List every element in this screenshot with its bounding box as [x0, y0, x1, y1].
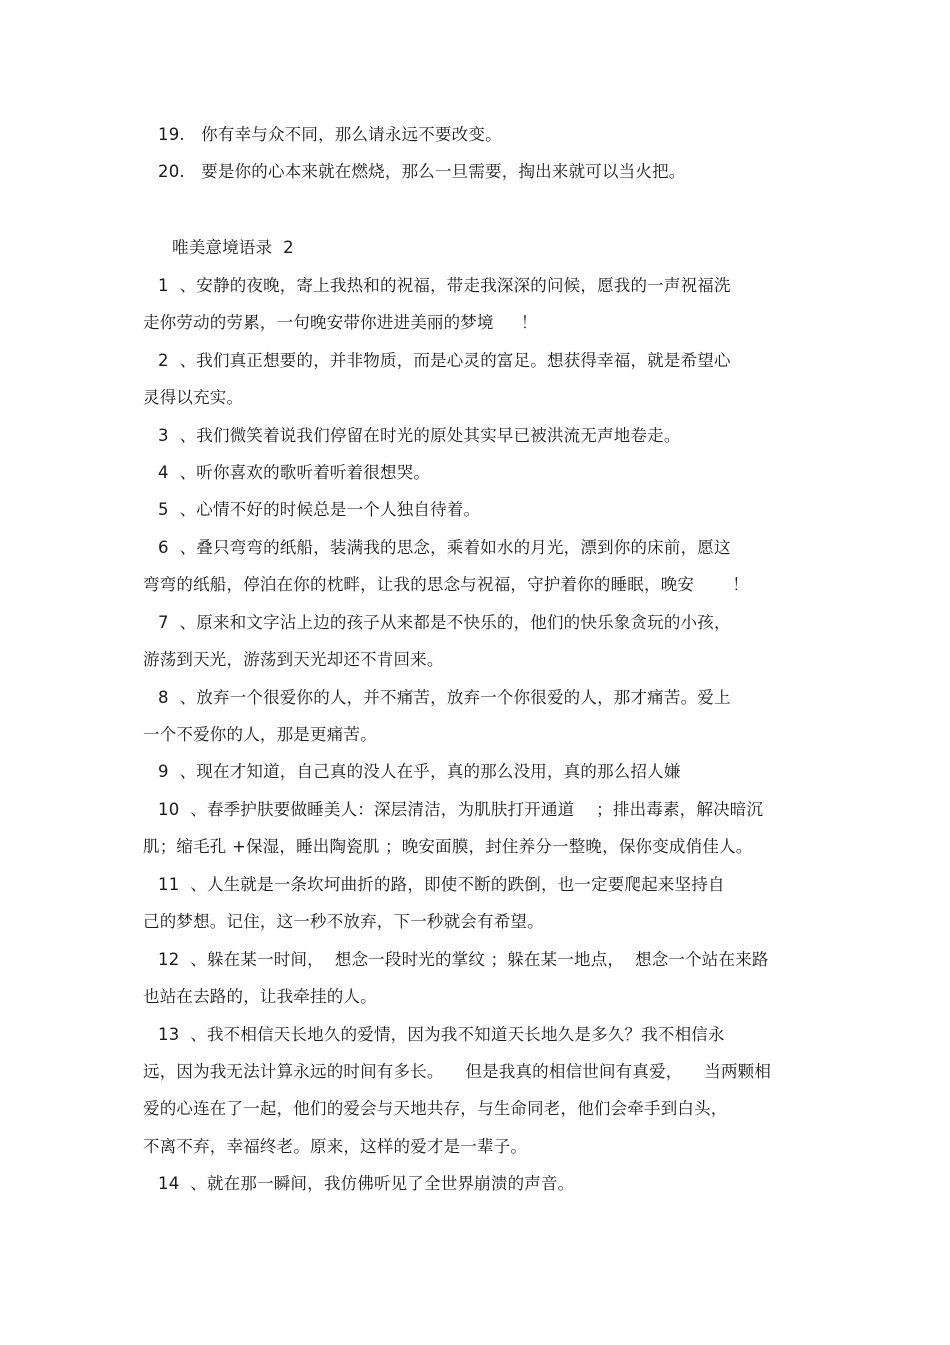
list-item: 5 、心情不好的时候总是一个人独自待着。: [158, 500, 481, 519]
list-item: 6 、叠只弯弯的纸船，装满我的思念，乘着如水的月光，漂到你的床前，愿这: [158, 538, 731, 557]
list-item: 13 、我不相信天长地久的爱情，因为我不知道天长地久是多久？我不相信永: [158, 1025, 725, 1044]
list-item: 8 、放弃一个很爱你的人，并不痛苦，放弃一个你很爱的人，那才痛苦。爱上: [158, 688, 731, 707]
list-item-continuation: 不离不弃，幸福终老。原来，这样的爱才是一辈子。: [143, 1137, 528, 1156]
section-title: 唯美意境语录 2: [172, 238, 294, 257]
list-item-continuation: 走你劳动的劳累，一句晚安带你进进美丽的梦境 ！: [143, 313, 538, 332]
list-item: 2 、我们真正想要的，并非物质，而是心灵的富足。想获得幸福，就是希望心: [158, 351, 731, 370]
list-item: 12 、躲在某一时间， 想念一段时光的掌纹 ；躲在某一地点， 想念一个站在来路: [158, 950, 769, 969]
list-item: 14 、就在那一瞬间，我仿佛听见了全世界崩溃的声音。: [158, 1174, 575, 1193]
list-item: 9 、现在才知道，自己真的没人在乎，真的那么没用，真的那么招人嫌: [158, 762, 681, 781]
list-item-continuation: 一个不爱你的人，那是更痛苦。: [143, 725, 377, 744]
list-item: 7 、原来和文字沾上边的孩子从来都是不快乐的，他们的快乐象贪玩的小孩，: [158, 613, 731, 632]
list-item: 4 、听你喜欢的歌听着听着很想哭。: [158, 463, 431, 482]
list-item-continuation: 肌；缩毛孔 +保湿，睡出陶瓷肌 ；晚安面膜，封住养分一整晚，保你变成俏佳人。: [143, 837, 753, 856]
list-item: 11 、人生就是一条坎坷曲折的路，即使不断的跌倒，也一定要爬起来坚持自: [158, 875, 725, 894]
list-item: 20. 要是你的心本来就在燃烧，那么一旦需要，掏出来就可以当火把。: [158, 162, 686, 181]
list-item-continuation: 游荡到天光，游荡到天光却还不肯回来。: [143, 650, 444, 669]
list-item-continuation: 也站在去路的，让我牵挂的人。: [143, 987, 377, 1006]
list-item: 10 、春季护肤要做睡美人：深层清洁，为肌肤打开通道 ；排出毒素，解决暗沉: [158, 800, 764, 819]
list-item-continuation: 灵得以充实。: [143, 388, 244, 407]
list-item-continuation: 己的梦想。记住，这一秒不放弃，下一秒就会有希望。: [143, 912, 544, 931]
list-item: 1 、安静的夜晚，寄上我热和的祝福，带走我深深的问候，愿我的一声祝福洗: [158, 276, 731, 295]
list-item: 19. 你有幸与众不同，那么请永远不要改变。: [158, 125, 502, 144]
list-item: 3 、我们微笑着说我们停留在时光的原处其实早已被洪流无声地卷走。: [158, 426, 681, 445]
list-item-continuation: 弯弯的纸船，停泊在你的枕畔，让我的思念与祝福，守护着你的睡眠，晚安 ！: [143, 575, 749, 594]
list-item-continuation: 远，因为我无法计算永远的时间有多长。 但是我真的相信世间有真爱， 当两颗相: [143, 1062, 772, 1081]
list-item-continuation: 爱的心连在了一起，他们的爱会与天地共存，与生命同老，他们会牵手到白头，: [143, 1099, 728, 1118]
